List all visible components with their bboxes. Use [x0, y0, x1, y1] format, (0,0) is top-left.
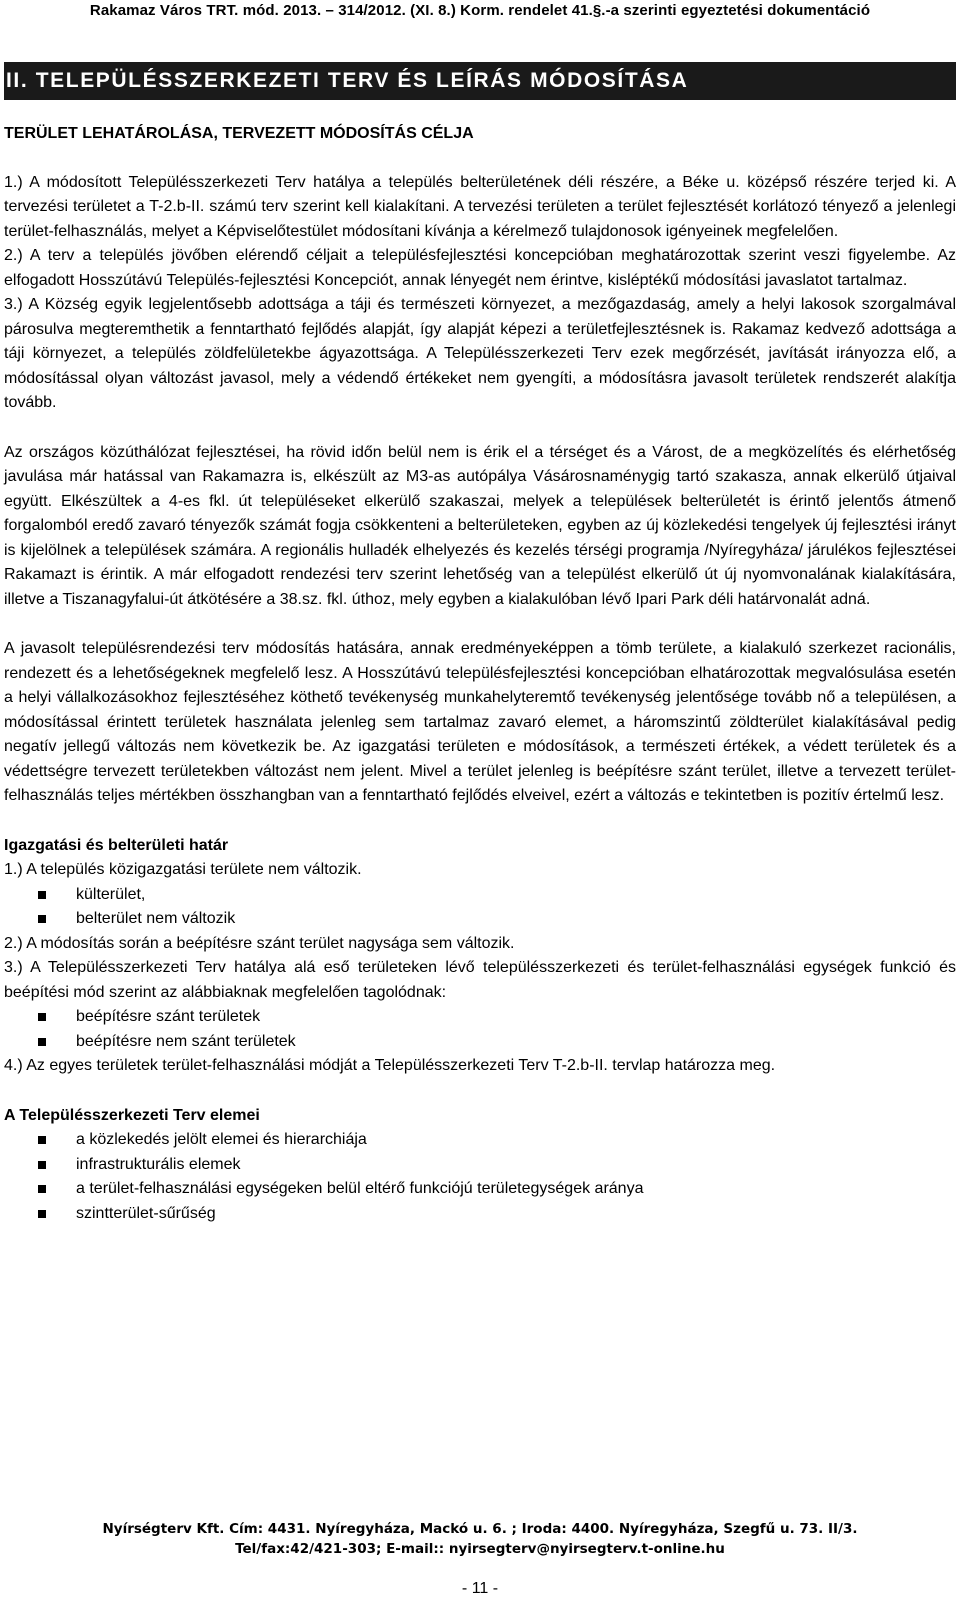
document-body	[4, 122, 956, 1226]
list-item-text: szintterület-sűrűség	[76, 1204, 216, 1222]
square-bullet-icon	[38, 1038, 46, 1046]
footer-address: Nyírségterv Kft. Cím: 4431. Nyíregyháza, Mackó u. 6. ; Iroda: 4400. Nyíregyháza, Szegfű u. 73. II/3.	[102, 1521, 858, 1537]
square-bullet-icon	[38, 1136, 46, 1144]
page-number: - 11 -	[461, 1580, 499, 1597]
square-bullet-icon	[38, 915, 46, 923]
footer-contact: Tel/fax:42/421-303; E-mail:: nyirsegterv@nyirsegterv.t-online.hu	[235, 1541, 725, 1557]
list-item-text: a közlekedés jelölt elemei és hierarchiája	[76, 1131, 367, 1148]
list-item-text: beépítésre szánt területek	[76, 1008, 261, 1025]
list-item	[4, 883, 956, 908]
elements-list	[4, 1128, 956, 1226]
square-bullet-icon	[38, 891, 46, 899]
section-subtitle: TERÜLET LEHATÁROLÁSA, TERVEZETT MÓDOSÍTÁS CÉLJA	[4, 125, 474, 142]
list-item	[4, 1005, 956, 1030]
spacer	[4, 416, 956, 441]
spacer	[4, 612, 956, 637]
list-item	[4, 907, 956, 932]
paragraph-1: 1.) A módosított Településszerkezeti Terv hatálya a település belterületének déli részére, a Béke u. középső részére terjed ki. A tervezési területet a T-2.b-II. számú terv szerint kell kialakítani. A tervezési területen a terület fejlesztését korlátozó tényező a jelenlegi terület-felhasználás, melyet a Képviselőtestület módosítani kívánja a kérelmező tulajdonosok igényeinek megfelelően.	[4, 173, 956, 240]
list-item-text: beépítésre nem szánt területek	[76, 1032, 296, 1050]
list-item	[4, 1030, 956, 1055]
square-bullet-icon	[38, 1013, 46, 1021]
boundary-item-1: 1.) A település közigazgatási területe nem változik.	[4, 861, 362, 878]
square-bullet-icon	[38, 1161, 46, 1169]
list-item-text: külterület,	[76, 885, 146, 903]
boundary-item-2: 2.) A módosítás során a beépítésre szánt terület nagysága sem változik.	[4, 934, 515, 952]
paragraph-5: A javasolt településrendezési terv módosítás hatására, annak eredményeképpen a tömb területe, a kialakuló szerkezet racionális, rendezett és a lehetőségeknek megfelelő lesz. A Hosszútávú településfejlesztési koncepcióban elhatározottak megvalósulása esetén a helyi vállalkozásokhoz fejlesztéséhez köthető tevékenység munkahelyteremtő tevékenység jelentősége tovább nő a településen, a módosítással érintett területek használata jelenleg sem tartalmaz zavaró elemet, a háromszintű zöldterület kialakításával pedig negatív jellegű változás nem következik be. Az igazgatási területen e módosítások, a természeti értékek, a védett területek és a védettségre tervezett területekben változást nem jelent. Mivel a terület jelenleg is beépítésre szánt terület, illetve a tervezett terület-felhasználás teljes mértékben összhangban van a fenntartható fejlődés elveivel, ezért a változás e tekintetben is pozitív értelmű lesz.	[4, 640, 956, 804]
section-title-bar: II. TELEPÜLÉSSZERKEZETI TERV ÉS LEÍRÁS MÓDOSÍTÁSA	[4, 62, 956, 100]
list-item	[4, 1153, 956, 1178]
paragraph-2: 2.) A terv a település jövőben elérendő céljait a településfejlesztési koncepcióban meghatározottak szerint veszi figyelembe. Az elfogadott Hosszútávú Település-fejlesztési Koncepciót, annak lényegét nem érintve, kisléptékű módosítási javaslatot tartalmaz.	[4, 247, 956, 289]
boundary-list-2	[4, 1005, 956, 1054]
paragraph-3: 3.) A Község egyik legjelentősebb adottsága a táji és természeti környezet, a mezőgazdaság, amely a helyi lakosok szorgalmával párosulva megteremthetik a fenntartható fejlődés alapját, így alapját képezi a területfejlesztésnek is. Rakamaz kedvező adottsága a táji környezet, a település zöldfelületekbe ágyazottsága. A Településszerkezeti Terv ezek megőrzését, javítását irányozza elő, a módosítással olyan változást javasol, mely a védendő értékeket nem gyengíti, a módosításra javasolt területek rendszerét alakítja tovább.	[4, 296, 956, 411]
list-item	[4, 1128, 956, 1153]
list-item	[4, 1177, 956, 1202]
boundary-item-3: 3.) A Településszerkezeti Terv hatálya alá eső területeken lévő településszerkezeti és terület-felhasználási egységek funkció és beépítési mód szerint az alábbiaknak megfelelően tagolódnak:	[4, 959, 956, 1001]
boundary-item-4: 4.) Az egyes területek terület-felhasználási módját a Településszerkezeti Terv T-2.b-II. tervlap határozza meg.	[4, 1057, 776, 1074]
elements-heading: A Településszerkezeti Terv elemei	[4, 1106, 260, 1124]
spacer	[4, 1079, 956, 1104]
document-footer	[0, 1519, 960, 1559]
list-item-text: belterület nem változik	[76, 910, 236, 927]
square-bullet-icon	[38, 1210, 46, 1218]
list-item-text: a terület-felhasználási egységeken belül eltérő funkciójú területegységek aránya	[76, 1180, 644, 1197]
square-bullet-icon	[38, 1185, 46, 1193]
paragraph-4: Az országos közúthálózat fejlesztései, ha rövid időn belül nem is érik el a térséget és a Várost, de a megközelítés és elérhetőség javulása már hatással van Rakamazra is, elkészült az M3-as autópálya Vásárosnaménygig tartó szakasza, annak elkerülő útjaival együtt. Elkészültek a 4-es fkl. út településeket elkerülő szakaszai, melyek a települések belterületét is érintő jelentős átmenő forgalomból eredő zavaró tényezők számát fogja csökkenteni a belterületeken, egyben az új közlekedési tengelyek új fejlesztési irányt is kijelölnek a települések számára. A regionális hulladék elhelyezés és kezelés térségi programja /Nyíregyháza/ járulékos fejlesztései Rakamazt is érintik. A már elfogadott rendezési terv szerint lehetőség van a települést elkerülő út új nyomvonalának kialakítására, illetve a Tiszanagyfalui-út átkötésére a 38.sz. fkl. úthoz, mely egyben a kialakulóban lévő Ipari Park déli határvonalát adná.	[4, 443, 956, 608]
document-header: Rakamaz Város TRT. mód. 2013. – 314/2012. (XI. 8.) Korm. rendelet 41.§.-a szerinti egyeztetési dokumentáció	[89, 2, 871, 19]
list-item-text: infrastrukturális elemek	[76, 1155, 241, 1173]
list-item	[4, 1202, 956, 1227]
spacer	[4, 809, 956, 834]
boundary-heading: Igazgatási és belterületi határ	[4, 836, 229, 854]
boundary-list-1	[4, 883, 956, 932]
